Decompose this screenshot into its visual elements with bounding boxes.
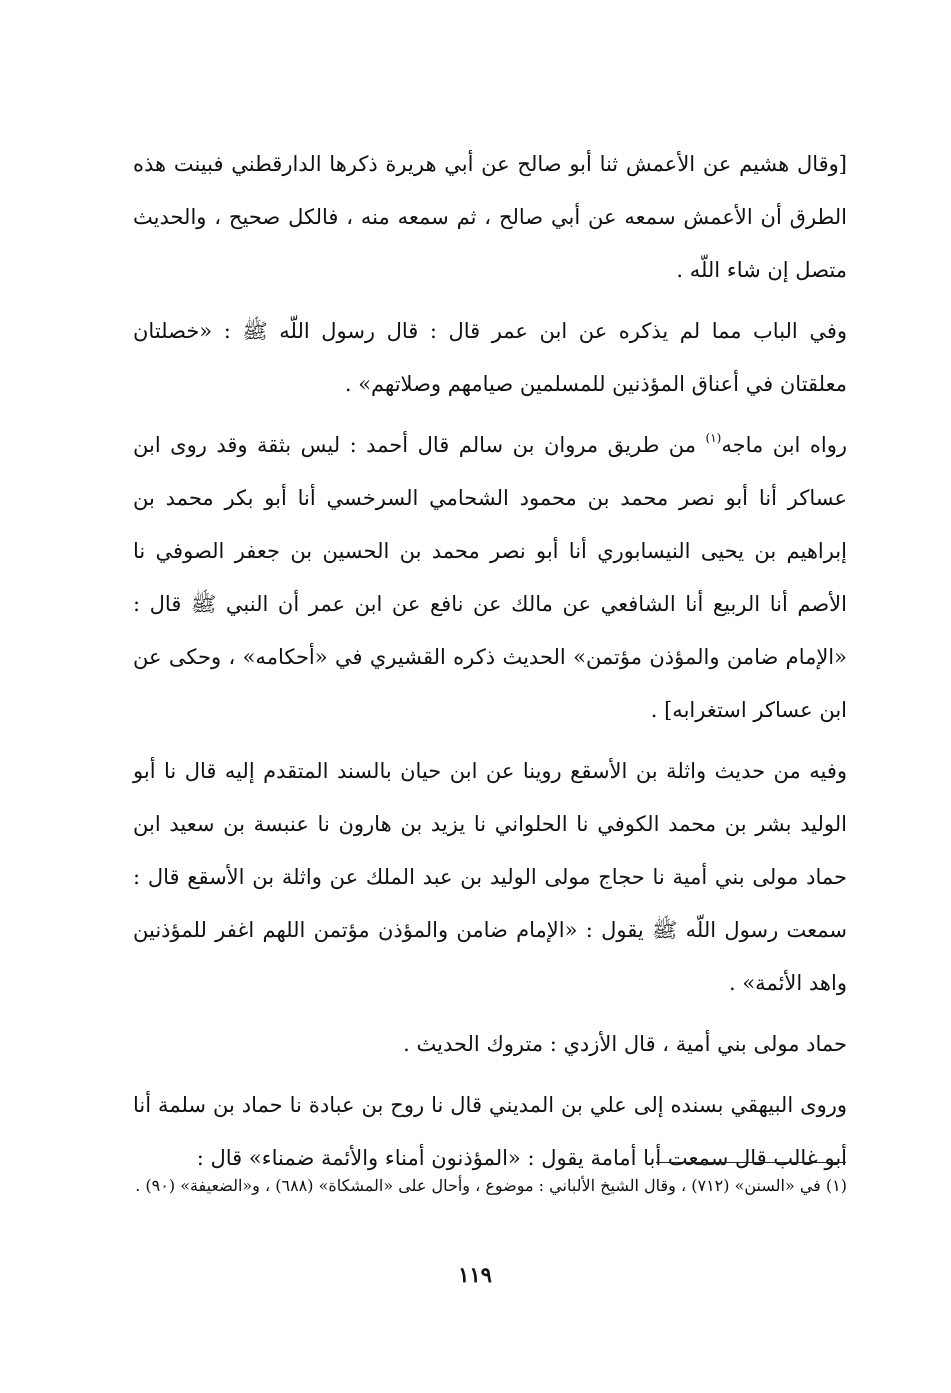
paragraph-ibn-majah-opening: رواه ابن ماجه [721,433,847,457]
paragraph-ibn-majah-narration [133,419,847,737]
footnote-divider [656,1162,846,1163]
footnote-reference-1: (١) [705,431,722,445]
paragraph-ibn-majah-body: من طريق مروان بن سالم قال أحمد : ليس بثقة وقد روى ابن عساكر أنا أبو نصر محمد بن محمود الشحامي السرخسي أنا أبو بكر محمد بن إبراهيم بن يحيى النيسابوري أنا أبو نصر محمد بن الحسين بن جعفر الصوفي نا الأصم أنا الربيع أنا الشافعي عن مالك عن نافع عن ابن عمر أن النبي ﷺ قال : «الإمام ضامن والمؤذن مؤتمن» الحديث ذكره القشيري في «أحكامه» ، وحكى عن ابن عساكر استغرابه] . [133,433,847,722]
page-number: ١١٩ [458,1262,492,1287]
paragraph-ibn-umar-two-traits: وفي الباب مما لم يذكره عن ابن عمر قال : قال رسول اللّه ﷺ : «خصلتان معلقتان في أعناق المؤذنين للمسلمين صيامهم وصلاتهم» . [133,319,847,396]
main-text [133,138,847,1193]
paragraph-hushaym-narration: [وقال هشيم عن الأعمش ثنا أبو صالح عن أبي هريرة ذكرها الدارقطني فبينت هذه الطرق أن الأعمش سمعه عن أبي صالح ، ثم سمعه منه ، فالكل صحيح ، والحديث متصل إن شاء اللّه . [133,152,847,282]
paragraph-wathila-narration: وفيه من حديث واثلة بن الأسقع روينا عن ابن حيان بالسند المتقدم إليه قال نا أبو الوليد بشر بن محمد الكوفي نا الحلواني نا يزيد بن هارون نا عنبسة بن سعيد ابن حماد مولى بني أمية نا حجاج مولى الوليد بن عبد الملك عن واثلة بن الأسقع قال : سمعت رسول اللّه ﷺ يقول : «الإمام ضامن والمؤذن مؤتمن اللهم اغفر للمؤذنين واهد الأئمة» . [133,759,847,995]
paragraph-hammad-note: حماد مولى بني أمية ، قال الأزدي : متروك الحديث . [403,1032,847,1056]
footnote-1: (١) في «السنن» (٧١٢) ، وقال الشيخ الألباني : موضوع ، وأحال على «المشكاة» (٦٨٨) ، و«الضعيفة» (٩٠) . [135,1176,847,1195]
paragraph-bayhaqi-narration: وروى البيهقي بسنده إلى علي بن المديني قال نا روح بن عبادة نا حماد بن سلمة أنا أبو غالب قال سمعت أبا أمامة يقول : «المؤذنون أمناء والأئمة ضمناء» قال : [133,1093,847,1170]
